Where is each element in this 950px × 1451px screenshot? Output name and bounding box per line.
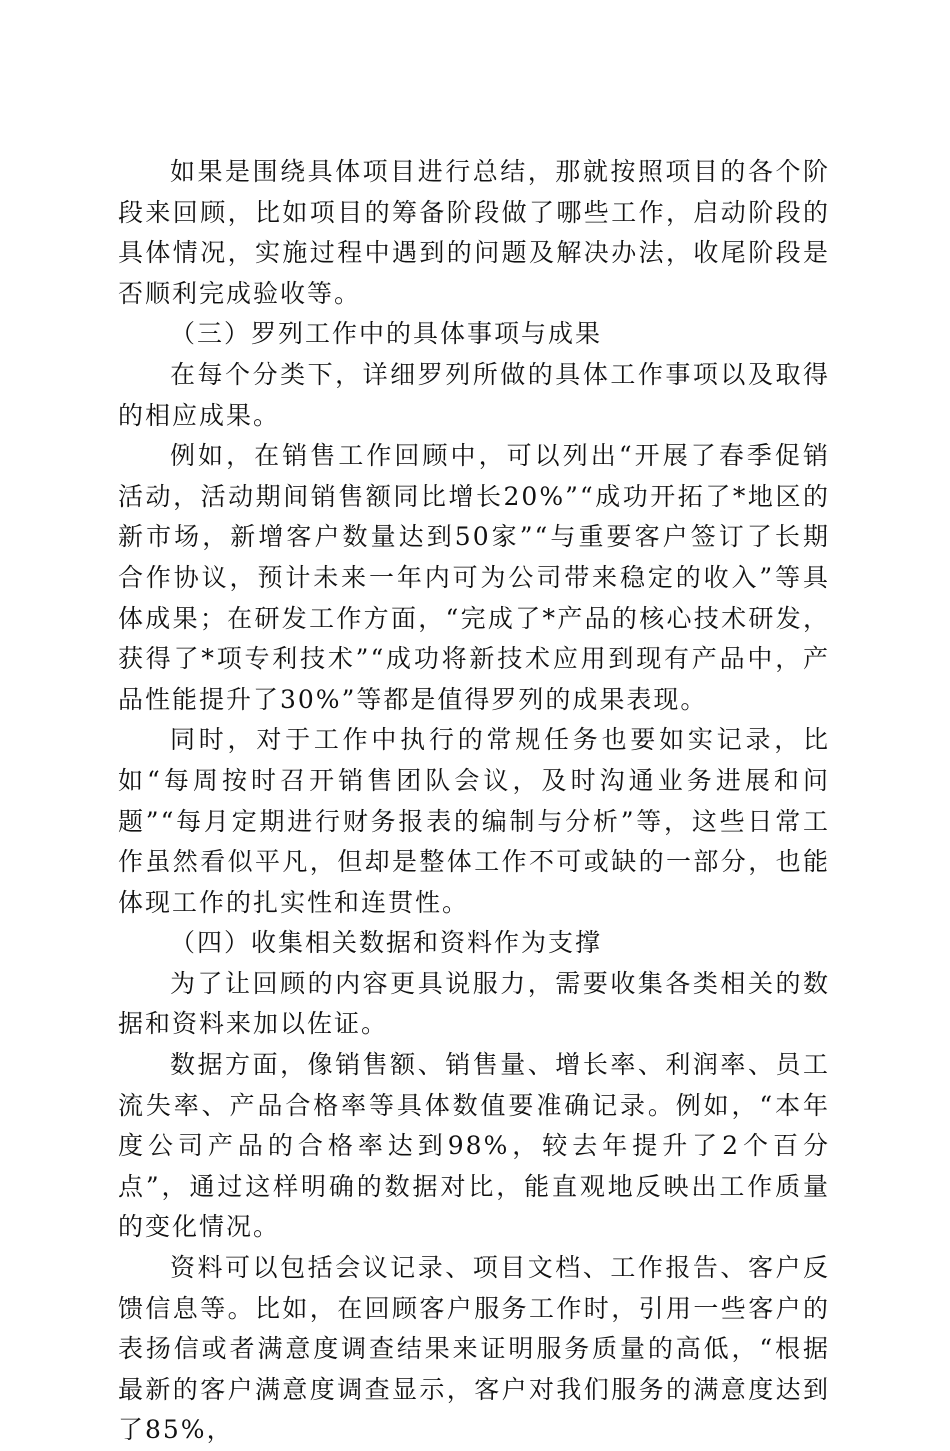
paragraph-routine-tasks: 同时，对于工作中执行的常规任务也要如实记录，比如“每周按时召开销售团队会议，及时沟通业务进展和问题”“每月定期进行财务报表的编制与分析”等，这些日常工作虽然看似平凡，但却是整体工作不可或缺的一部分，也能体现工作的扎实性和连贯性。 <box>118 725 830 917</box>
section-heading-3: （三）罗列工作中的具体事项与成果 <box>170 319 603 349</box>
paragraph-project-review: 如果是围绕具体项目进行总结，那就按照项目的各个阶段来回顾，比如项目的筹备阶段做了哪些工作，启动阶段的具体情况，实施过程中遇到的问题及解决办法，收尾阶段是否顺利完成验收等。 <box>118 157 830 308</box>
paragraph-materials: 资料可以包括会议记录、项目文档、工作报告、客户反馈信息等。比如，在回顾客户服务工作时，引用一些客户的表扬信或者满意度调查结果来证明服务质量的高低，“根据最新的客户满意度调查显示，客户对我们服务的满意度达到了85%， <box>118 1253 830 1445</box>
document-body <box>118 152 830 1451</box>
paragraph-sales-example: 例如，在销售工作回顾中，可以列出“开展了春季促销活动，活动期间销售额同比增长20%”“成功开拓了*地区的新市场，新增客户数量达到50家”“与重要客户签订了长期合作协议，预计未来一年内可为公司带来稳定的收入”等具体成果；在研发工作方面，“完成了*产品的核心技术研发，获得了*项专利技术”“成功将新技术应用到现有产品中，产品性能提升了30%”等都是值得罗列的成果表现。 <box>118 441 830 714</box>
paragraph-data-aspect: 数据方面，像销售额、销售量、增长率、利润率、员工流失率、产品合格率等具体数值要准确记录。例如，“本年度公司产品的合格率达到98%，较去年提升了2个百分点”，通过这样明确的数据对比，能直观地反映出工作质量的变化情况。 <box>118 1050 830 1242</box>
paragraph-list-items: 在每个分类下，详细罗列所做的具体工作事项以及取得的相应成果。 <box>118 359 830 430</box>
paragraph-collect-data: 为了让回顾的内容更具说服力，需要收集各类相关的数据和资料来加以佐证。 <box>118 968 830 1039</box>
section-heading-4: （四）收集相关数据和资料作为支撑 <box>170 928 603 958</box>
